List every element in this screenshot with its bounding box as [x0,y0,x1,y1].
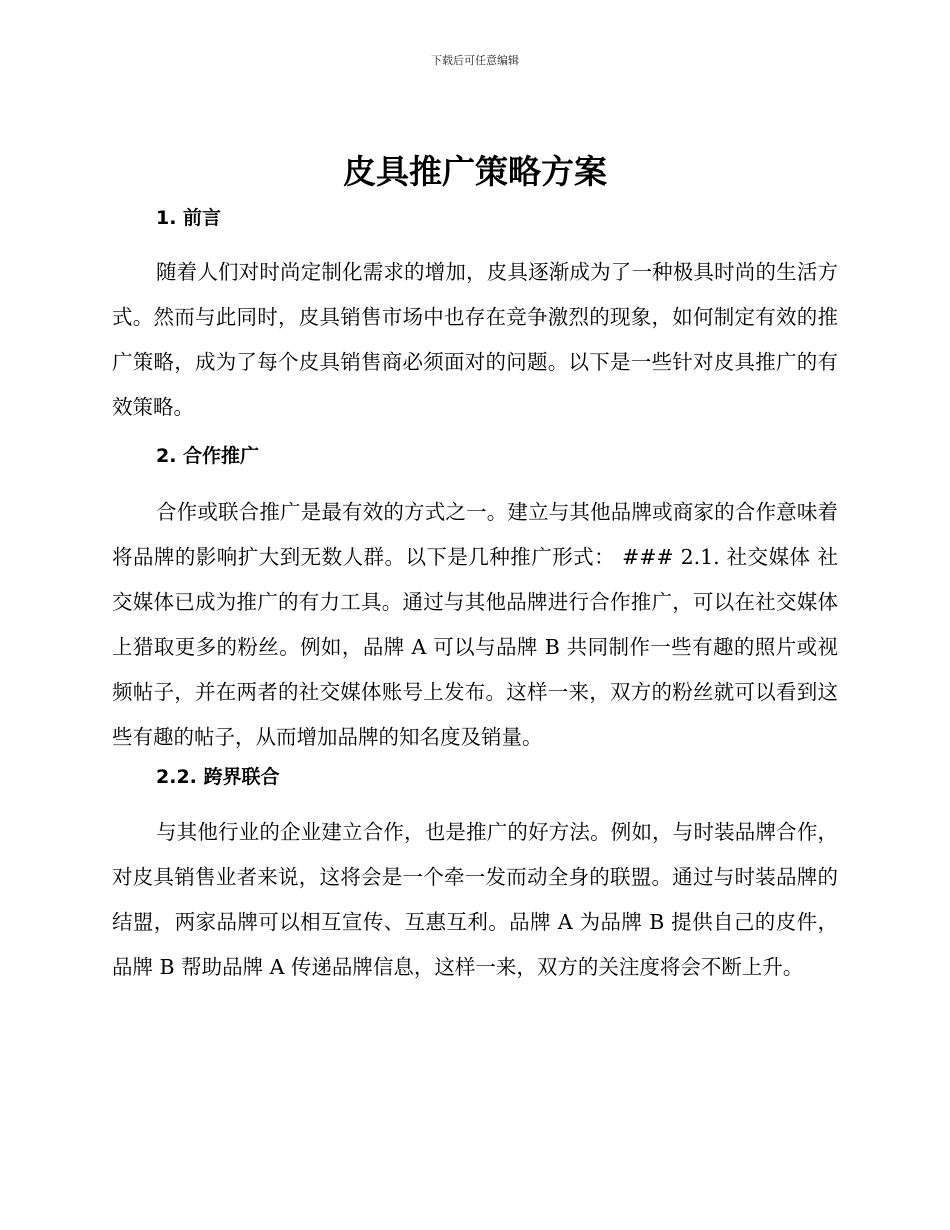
document-title: 皮具推广策略方案 [343,152,607,191]
section-paragraph-crossover: 与其他行业的企业建立合作，也是推广的好方法。例如，与时装品牌合作，对皮具销售业者来说，这将会是一个牵一发而动全身的联盟。通过与时装品牌的结盟，两家品牌可以相互宣传、互惠互利。品牌 A 为品牌 B 提供自己的皮件，品牌 B 帮助品牌 A 传递品牌信息，这样一来，双方的关注度将会不断上升。 [112,820,838,979]
section-heading-cooperation: 2. 合作推广 [156,445,260,467]
section-paragraph-cooperation: 合作或联合推广是最有效的方式之一。建立与其他品牌或商家的合作意味着将品牌的影响扩大到无数人群。以下是几种推广形式： ### 2.1. 社交媒体 社交媒体已成为推广的有力工具。通过与其他品牌进行合作推广，可以在社交媒体上猎取更多的粉丝。例如，品牌 A 可以与品牌 B 共同制作一些有趣的照片或视频帖子，并在两者的社交媒体账号上发布。这样一来，双方的粉丝就可以看到这些有趣的帖子，从而增加品牌的知名度及销量。 [112,500,838,749]
section-heading-crossover: 2.2. 跨界联合 [156,766,280,788]
header-note: 下载后可任意编辑 [431,54,519,67]
section-paragraph-preface: 随着人们对时尚定制化需求的增加，皮具逐渐成为了一种极具时尚的生活方式。然而与此同时，皮具销售市场中也存在竞争激烈的现象，如何制定有效的推广策略，成为了每个皮具销售商必须面对的问题。以下是一些针对皮具推广的有效策略。 [112,260,838,419]
section-heading-preface: 1. 前言 [156,207,222,229]
